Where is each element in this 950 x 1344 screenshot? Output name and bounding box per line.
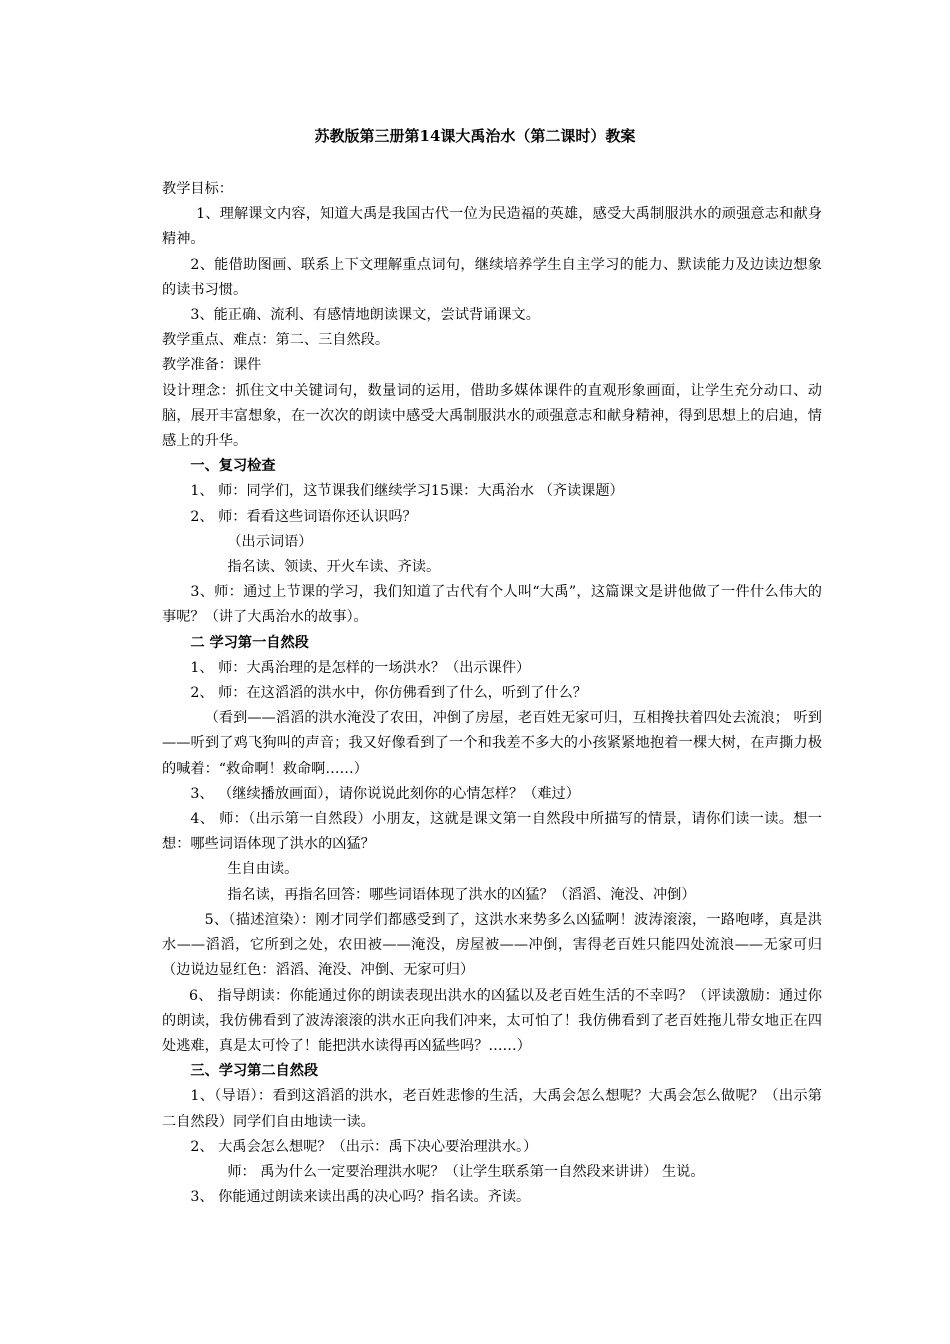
paragraph: 1、 师：同学们，这节课我们继续学习15课：大禹治水 （齐读课题） bbox=[190, 483, 624, 500]
paragraph: 师： 禹为什么一定要治理洪水呢？（让学生联系第一自然段来讲讲） 生说。 bbox=[227, 1163, 705, 1180]
paragraph: 5、（描述渲染）：刚才同学们都感受到了，这洪水来势多么凶猛啊！波涛滚滚，一路咆哮，真是洪水——滔滔，它所到之处，农田被——淹没，房屋被——冲倒，害得老百姓只能四处流浪——无家可归（边说边显红色：滔滔、淹没、冲倒、无家可归） bbox=[162, 911, 822, 979]
paragraph: 生自由读。 bbox=[227, 861, 299, 878]
paragraph: 设计理念：抓住文中关键词句，数量词的运用，借助多媒体课件的直观形象画面，让学生充分动口、动脑，展开丰富想象，在一次次的朗读中感受大禹制服洪水的顽强意志和献身精神，得到思想上的启迪，情感上的升华。 bbox=[162, 382, 822, 450]
paragraph: 4、 师：（出示第一自然段）小朋友，这就是课文第一自然段中所描写的情景，请你们读一读。想一想：哪些词语体现了洪水的凶猛？ bbox=[162, 811, 822, 853]
paragraph: 3、 你能通过朗读来读出禹的决心吗？指名读。齐读。 bbox=[190, 1189, 531, 1206]
paragraph: 2、能借助图画、联系上下文理解重点词句，继续培养学生自主学习的能力、默读能力及边读边想象的读书习惯。 bbox=[162, 256, 822, 298]
paragraph: 教学重点、难点：第二、三自然段。 bbox=[162, 332, 390, 349]
paragraph: 3、 （继续播放画面），请你说说此刻你的心情怎样？（难过） bbox=[190, 785, 580, 802]
paragraph: 6、 指导朗读：你能通过你的朗读表现出洪水的凶猛以及老百姓生活的不幸吗？（评读激励：通过你的朗读，我仿佛看到了波涛滚滚的洪水正向我们冲来，太可怕了！我仿佛看到了老百姓拖儿带女地正在四处逃难，真是太可怜了！能把洪水读得再凶猛些吗？……） bbox=[162, 987, 822, 1054]
paragraph: （看到——滔滔的洪水淹没了农田，冲倒了房屋，老百姓无家可归，互相搀扶着四处去流浪； 听到——听到了鸡飞狗叫的声音；我又好像看到了一个和我差不多大的小孩紧紧地抱着一棵大树，在声撕力极的喊着：“救命啊！救命啊……） bbox=[162, 710, 822, 777]
paragraph: 指名读，再指名回答：哪些词语体现了洪水的凶猛？（滔滔、淹没、冲倒） bbox=[227, 886, 696, 903]
paragraph: 2、 师：看看这些词语你还认识吗？ bbox=[190, 508, 417, 525]
document-body bbox=[162, 177, 822, 1210]
section-heading: 三、学习第二自然段 bbox=[190, 1063, 319, 1080]
paragraph: 2、 师：在这滔滔的洪水中，你仿佛看到了什么，听到了什么？ bbox=[190, 685, 587, 702]
paragraph: 1、 师：大禹治理的是怎样的一场洪水？（出示课件） bbox=[190, 659, 531, 676]
document-title: 苏教版第三册第14课大禹治水（第二课时）教案 bbox=[314, 127, 636, 145]
paragraph: 指名读、领读、开火车读、齐读。 bbox=[227, 559, 441, 576]
paragraph: 3、师：通过上节课的学习，我们知道了古代有个人叫“大禹”，这篇课文是讲他做了一件什么伟大的事呢？（讲了大禹治水的故事）。 bbox=[162, 584, 822, 626]
paragraph: 2、 大禹会怎么想呢？（出示：禹下决心要治理洪水。） bbox=[190, 1138, 538, 1155]
paragraph: 3、能正确、流利、有感情地朗读课文，尝试背诵课文。 bbox=[190, 307, 540, 324]
paragraph: 教学准备：课件 bbox=[162, 357, 262, 374]
paragraph: 1、（导语）：看到这滔滔的洪水，老百姓悲惨的生活，大禹会怎么想呢？大禹会怎么做呢？（出示第二自然段）同学们自由地读一读。 bbox=[162, 1088, 822, 1130]
paragraph: 1、理解课文内容，知道大禹是我国古代一位为民造福的英雄，感受大禹制服洪水的顽强意志和献身精神。 bbox=[162, 206, 822, 248]
paragraph: 教学目标： bbox=[162, 181, 233, 197]
section-heading: 二 学习第一自然段 bbox=[190, 634, 309, 651]
section-heading: 一、复习检查 bbox=[190, 458, 276, 475]
paragraph: （出示词语） bbox=[227, 533, 313, 550]
